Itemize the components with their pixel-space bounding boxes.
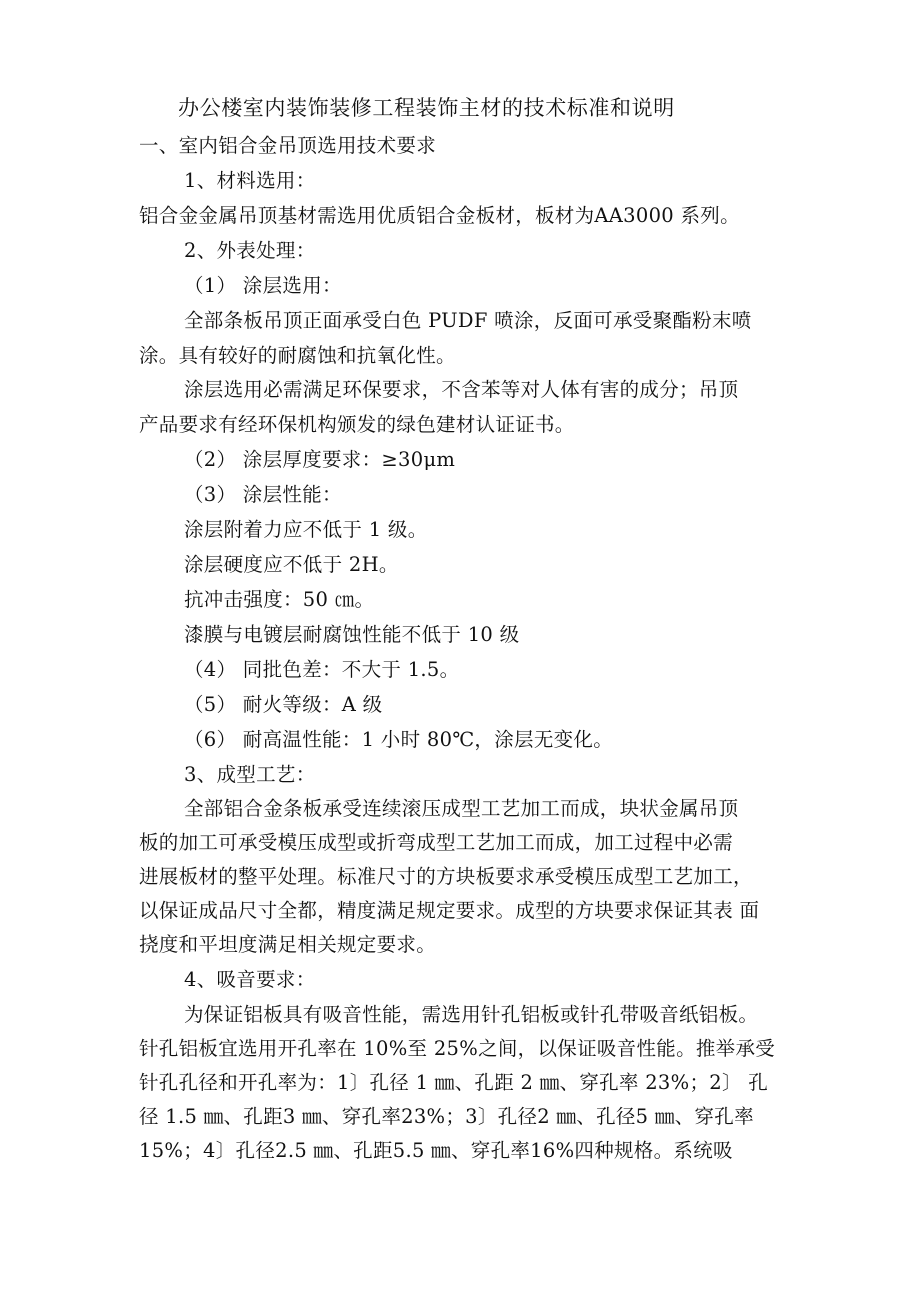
item-heading: 2、外表处理： [184,239,316,262]
item-heading: 1、材料选用： [184,169,316,192]
paragraph-line: 涂层附着力应不低于 1 级。 [184,518,428,541]
paragraph-line: 进展板材的整平处理。标准尺寸的方块板要求承受模压成型工艺加工， [139,865,753,888]
paragraph-line: 铝合金金属吊顶基材需选用优质铝合金板材，板材为AA3000 系列。 [139,204,740,227]
sub-item-heading: （2） 涂层厚度要求：≥30μm [184,448,456,471]
paragraph-line: 全部铝合金条板承受连续滚压成型工艺加工而成，块状金属吊顶 [184,797,739,820]
paragraph-line: 全部条板吊顶正面承受白色 PUDF 喷涂，反面可承受聚酯粉末喷 [184,309,752,332]
sub-item-heading: （6） 耐高温性能：1 小时 80℃，涂层无变化。 [184,728,614,751]
paragraph-line: 涂层选用必需满足环保要求，不含苯等对人体有害的成分；吊顶 [184,378,739,401]
paragraph-line: 挠度和平坦度满足相关规定要求。 [139,933,437,956]
item-heading: 3、成型工艺： [184,763,316,786]
paragraph-line: 漆膜与电镀层耐腐蚀性能不低于 10 级 [184,623,520,646]
sub-item-heading: （3） 涂层性能： [184,483,342,506]
paragraph-line: 以保证成品尺寸全都，精度满足规定要求。成型的方块要求保证其表 面 [139,899,760,922]
paragraph-line: 为保证铝板具有吸音性能，需选用针孔铝板或针孔带吸音纸铝板。 [184,1003,759,1026]
paragraph-line: 抗冲击强度：50 ㎝。 [184,588,375,611]
sub-item-heading: （5） 耐火等级：A 级 [184,693,383,716]
paragraph-line: 针孔孔径和开孔率为：1〕孔径 1 ㎜、孔距 2 ㎜、穿孔率 23%；2〕 孔 [139,1071,769,1094]
paragraph-line: 板的加工可承受模压成型或折弯成型工艺加工而成，加工过程中必需 [139,831,734,854]
paragraph-line: 15%；4〕孔径2.5 ㎜、孔距5.5 ㎜、穿孔率16%四种规格。系统吸 [139,1139,733,1162]
paragraph-line: 径 1.5 ㎜、孔距3 ㎜、穿孔率23%；3〕孔径2 ㎜、孔径5 ㎜、穿孔率 [139,1105,754,1128]
paragraph-line: 涂层硬度应不低于 2H。 [184,553,399,576]
item-heading: 4、吸音要求： [184,968,316,991]
paragraph-line: 涂。具有较好的耐腐蚀和抗氧化性。 [139,344,456,367]
sub-item-heading: （1） 涂层选用： [184,274,342,297]
section-heading: 一、室内铝合金吊顶选用技术要求 [139,134,437,157]
document-title: 办公楼室内装饰装修工程装饰主材的技术标准和说明 [178,96,675,120]
paragraph-line: 针孔铝板宜选用开孔率在 10%至 25%之间，以保证吸音性能。推举承受 [139,1037,776,1060]
sub-item-heading: （4） 同批色差：不大于 1.5。 [184,658,460,681]
paragraph-line: 产品要求有经环保机构颁发的绿色建材认证证书。 [139,413,575,436]
